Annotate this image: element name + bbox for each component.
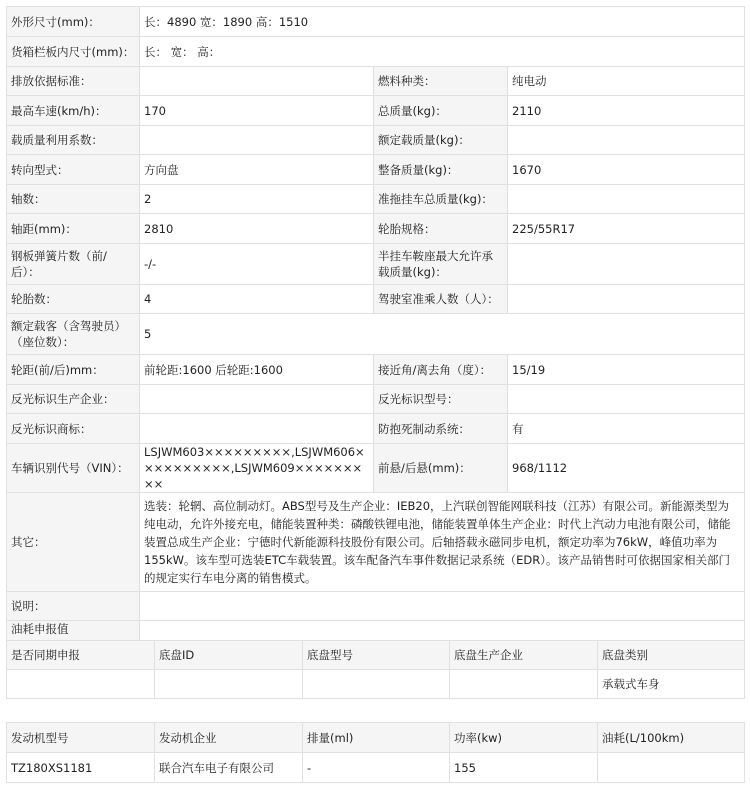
rated-passenger-label: 额定载客（含驾驶员）（座位数）： [7,314,140,355]
cab-passenger-value [508,285,745,314]
tire-count-label: 轮胎数： [7,285,140,314]
rated-passenger-value: 5 [140,314,745,355]
outer-size-label: 外形尺寸(mm)： [7,7,140,37]
overhang-value: 968/1112 [508,444,745,493]
engine-cell: TZ180XS1181 [7,753,155,783]
wheelbase-label: 轴距(mm)： [7,214,140,244]
chassis-cell [303,670,450,699]
curb-mass-value: 1670 [508,155,745,185]
other-label: 其它： [7,493,140,592]
trailer-mass-value [508,185,745,214]
vehicle-spec-table [6,6,745,654]
vin-label: 车辆识别代号（VIN）： [7,444,140,493]
trailer-mass-label: 准拖挂车总质量(kg)： [374,185,508,214]
axles-label: 轴数： [7,185,140,214]
other-value: 选装：轮辋、高位制动灯。ABS型号及生产企业：IEB20，上汽联创智能网联科技（江苏）有限公司。新能源类型为纯电动，允许外接充电，储能装置种类：磷酸铁锂电池，储能装置单体生产企业：时代上汽动力电池有限公司，储能装置总成生产企业：宁德时代新能源科技股份有限公司。后轴搭载永磁同步电机，额定功率为76kW，峰值功率为155kW。该车型可选装ETC车载装置。该车配备汽车事件数据记录系统（EDR）。该产品销售时可依据国家相关部门的规定实行车电分离的销售模式。 [140,493,745,592]
engine-header: 发动机型号 [7,723,155,753]
chassis-header: 底盘生产企业 [450,641,598,670]
reflect-brand-label: 反光标识商标： [7,414,140,444]
max-speed-label: 最高车速(km/h)： [7,96,140,126]
max-speed-value: 170 [140,96,374,126]
approach-angle-value: 15/19 [508,355,745,385]
curb-mass-label: 整备质量(kg)： [374,155,508,185]
emission-label: 排放依据标准： [7,67,140,96]
spring-label: 钢板弹簧片数（前/后）： [7,244,140,285]
rated-load-label: 额定载质量(kg)： [374,126,508,155]
vin-value: LSJWM603×××××××××,LSJWM606××××××××××,LSJWM609××××××××× [140,444,374,493]
saddle-label: 半挂车鞍座最大允许承载质量(kg)： [374,244,508,285]
total-mass-value: 2110 [508,96,745,126]
note-value [140,592,745,621]
chassis-header: 底盘型号 [303,641,450,670]
total-mass-label: 总质量(kg)： [374,96,508,126]
abs-label: 防抱死制动系统： [374,414,508,444]
chassis-cell [7,670,155,699]
rated-load-value [508,126,745,155]
emission-value [140,67,374,96]
track-label: 轮距(前/后)mm： [7,355,140,385]
overhang-label: 前悬/后悬(mm)： [374,444,508,493]
engine-header: 功率(kw) [450,723,598,753]
wheelbase-value: 2810 [140,214,374,244]
fuel-type-value: 纯电动 [508,67,745,96]
engine-header: 油耗(L/100km) [598,723,745,753]
tire-spec-value: 225/55R17 [508,214,745,244]
outer-size-value: 长：4890 宽：1890 高：1510 [140,7,745,37]
steering-value: 方向盘 [140,155,374,185]
fuel-type-label: 燃料种类： [374,67,508,96]
load-util-label: 载质量利用系数： [7,126,140,155]
engine-cell: - [303,753,450,783]
steering-label: 转向型式： [7,155,140,185]
chassis-cell: 承载式车身 [598,670,745,699]
reflect-model-value [508,385,745,414]
fuel-consumption-label: 油耗申报值 [7,621,140,654]
track-value: 前轮距:1600 后轮距:1600 [140,355,374,385]
cab-passenger-label: 驾驶室准乘人数（人）： [374,285,508,314]
note-label: 说明： [7,592,140,621]
tire-spec-label: 轮胎规格： [374,214,508,244]
engine-cell: 155 [450,753,598,783]
engine-cell [598,753,745,783]
tire-count-value: 4 [140,285,374,314]
engine-table [6,722,745,783]
load-util-value [140,126,374,155]
chassis-cell [450,670,598,699]
chassis-table [6,640,745,699]
reflect-maker-label: 反光标识生产企业： [7,385,140,414]
axles-value: 2 [140,185,374,214]
spring-value: -/- [140,244,374,285]
reflect-model-label: 反光标识型号： [374,385,508,414]
saddle-value [508,244,745,285]
chassis-cell [155,670,303,699]
engine-cell: 联合汽车电子有限公司 [155,753,303,783]
reflect-maker-value [140,385,374,414]
cargo-size-value: 长： 宽： 高： [140,37,745,67]
abs-value: 有 [508,414,745,444]
approach-angle-label: 接近角/离去角（度）： [374,355,508,385]
cargo-size-label: 货箱栏板内尺寸(mm)： [7,37,140,67]
reflect-brand-value [140,414,374,444]
chassis-header: 底盘类别 [598,641,745,670]
chassis-header: 底盘ID [155,641,303,670]
chassis-header: 是否同期申报 [7,641,155,670]
engine-header: 发动机企业 [155,723,303,753]
engine-header: 排量(ml) [303,723,450,753]
